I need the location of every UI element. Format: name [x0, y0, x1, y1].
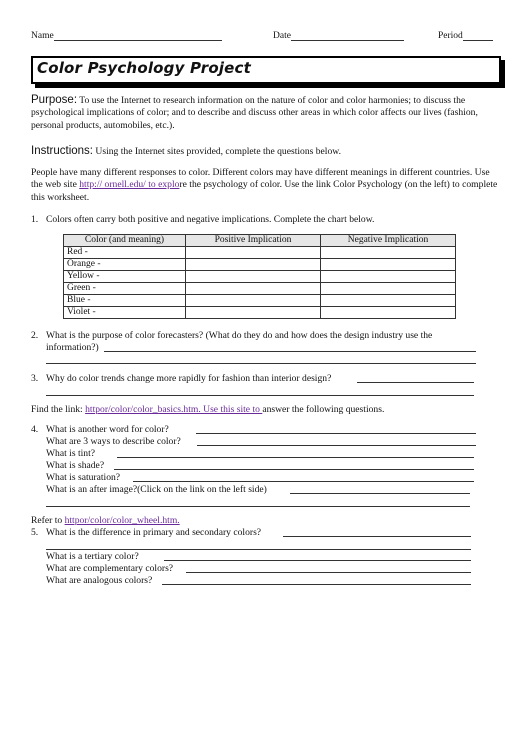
negative-cell[interactable] — [321, 271, 456, 283]
instructions-paragraph — [31, 145, 501, 158]
color-cell: Blue - — [64, 295, 186, 307]
question-text: What are 3 ways to describe color? — [46, 436, 181, 447]
question-number: 2. — [31, 330, 39, 341]
column-header-positive: Positive Implication — [186, 235, 321, 247]
find-text-end: answer the following questions. — [262, 404, 385, 415]
question-text: What are complementary colors? — [46, 563, 174, 574]
date-field[interactable] — [273, 31, 291, 41]
answer-line[interactable] — [46, 363, 476, 364]
question-4-item — [46, 448, 95, 460]
period-field[interactable] — [438, 31, 463, 41]
color-cell: Red - — [64, 247, 186, 259]
purpose-text: To use the Internet to research information on the nature of color and color harmonies; to discuss the psychological implications of color; and to describe and discuss other areas in which color affects our lives (fashion, personal products, automobiles, etc.). — [31, 95, 478, 131]
positive-cell[interactable] — [186, 283, 321, 295]
period-blank[interactable] — [463, 31, 493, 41]
intro-paragraph — [31, 167, 501, 204]
question-3 — [31, 373, 331, 385]
answer-line[interactable] — [46, 395, 474, 396]
answer-line[interactable] — [196, 433, 476, 434]
answer-line[interactable] — [162, 584, 471, 585]
table-header-row — [64, 235, 456, 247]
table-row — [64, 271, 456, 283]
color-cell: Orange - — [64, 259, 186, 271]
column-header-negative: Negative Implication — [321, 235, 456, 247]
question-4-item — [46, 436, 181, 448]
answer-line[interactable] — [164, 560, 471, 561]
color-basics-link[interactable]: httpor/color/color_basics.htm. Use this site to — [85, 404, 263, 415]
table-row — [64, 307, 456, 319]
negative-cell[interactable] — [321, 247, 456, 259]
question-text: What is a tertiary color? — [46, 551, 139, 562]
answer-line[interactable] — [46, 549, 471, 550]
question-number: 5. — [31, 527, 39, 538]
question-text: What is shade? — [46, 460, 105, 471]
question-2 — [31, 330, 432, 342]
answer-line[interactable] — [46, 506, 470, 507]
positive-cell[interactable] — [186, 259, 321, 271]
date-label: Date — [273, 31, 291, 41]
purpose-label: Purpose: — [31, 94, 78, 106]
page-title: Color Psychology Project — [37, 59, 252, 77]
question-5-item — [46, 563, 173, 575]
question-text: What is an after image?(Click on the link on the left side) — [46, 484, 267, 495]
question-1 — [31, 214, 374, 226]
question-2-continued — [46, 342, 99, 354]
negative-cell[interactable] — [321, 283, 456, 295]
question-5-item — [46, 551, 139, 563]
date-blank[interactable] — [291, 31, 404, 41]
table-row — [64, 283, 456, 295]
question-text: Why do color trends change more rapidly for fashion than interior design? — [46, 373, 332, 384]
find-text: Find the link: — [31, 404, 86, 415]
negative-cell[interactable] — [321, 295, 456, 307]
purpose-paragraph — [31, 94, 501, 132]
question-number: 1. — [31, 214, 39, 225]
name-field[interactable] — [31, 31, 54, 41]
question-4 — [31, 424, 169, 436]
instructions-text: Using the Internet sites provided, complete the questions below. — [95, 146, 341, 157]
answer-line[interactable] — [186, 572, 471, 573]
color-wheel-link[interactable]: httpor/color/color_wheel.htm. — [64, 515, 180, 526]
answer-line[interactable] — [283, 536, 471, 537]
column-header-color: Color (and meaning) — [64, 235, 186, 247]
title-box — [31, 56, 501, 84]
positive-cell[interactable] — [186, 247, 321, 259]
table-row — [64, 259, 456, 271]
name-label: Name — [31, 31, 54, 41]
psychology-site-link[interactable]: http:// ornell.edu/ to explo — [79, 179, 180, 191]
positive-cell[interactable] — [186, 307, 321, 319]
refer-text: Refer to — [31, 515, 65, 526]
find-link-paragraph — [31, 404, 384, 416]
question-5 — [31, 527, 261, 539]
color-cell: Yellow - — [64, 271, 186, 283]
answer-line[interactable] — [357, 382, 474, 383]
answer-line[interactable] — [197, 445, 476, 446]
question-text: What is saturation? — [46, 472, 121, 483]
color-cell: Green - — [64, 283, 186, 295]
answer-line[interactable] — [104, 351, 476, 352]
answer-line[interactable] — [117, 457, 474, 458]
question-text: What is the purpose of color forecasters? (What do they do and how does the design industry use the — [46, 330, 433, 341]
color-implication-table — [63, 234, 456, 319]
question-4-item — [46, 484, 267, 496]
intro-text-start: People have many different responses to color. Different colors may have different meanings in different countries. Use the web site — [31, 167, 490, 191]
question-number: 4. — [31, 424, 39, 435]
positive-cell[interactable] — [186, 271, 321, 283]
name-blank[interactable] — [54, 31, 222, 41]
negative-cell[interactable] — [321, 259, 456, 271]
question-text: What is tint? — [46, 448, 96, 459]
instructions-label: Instructions: — [31, 145, 93, 157]
color-cell: Violet - — [64, 307, 186, 319]
refer-paragraph — [31, 515, 246, 527]
answer-line[interactable] — [133, 481, 474, 482]
table-row — [64, 295, 456, 307]
negative-cell[interactable] — [321, 307, 456, 319]
question-4-item — [46, 460, 104, 472]
question-text: information?) — [46, 342, 99, 353]
positive-cell[interactable] — [186, 295, 321, 307]
answer-line[interactable] — [114, 469, 474, 470]
question-text: What is another word for color? — [46, 424, 169, 435]
table-row — [64, 247, 456, 259]
intro-text-end: re the psychology of color. Use the link Color Psychology (on the left) to complete this worksheet. — [31, 179, 498, 203]
period-label: Period — [438, 31, 463, 41]
question-number: 3. — [31, 373, 39, 384]
answer-line[interactable] — [290, 493, 470, 494]
question-4-item — [46, 472, 120, 484]
question-text: Colors often carry both positive and negative implications. Complete the chart below. — [46, 214, 375, 225]
question-text: What is the difference in primary and secondary colors? — [46, 527, 262, 538]
question-5-item — [46, 575, 152, 587]
question-text: What are analogous colors? — [46, 575, 153, 586]
